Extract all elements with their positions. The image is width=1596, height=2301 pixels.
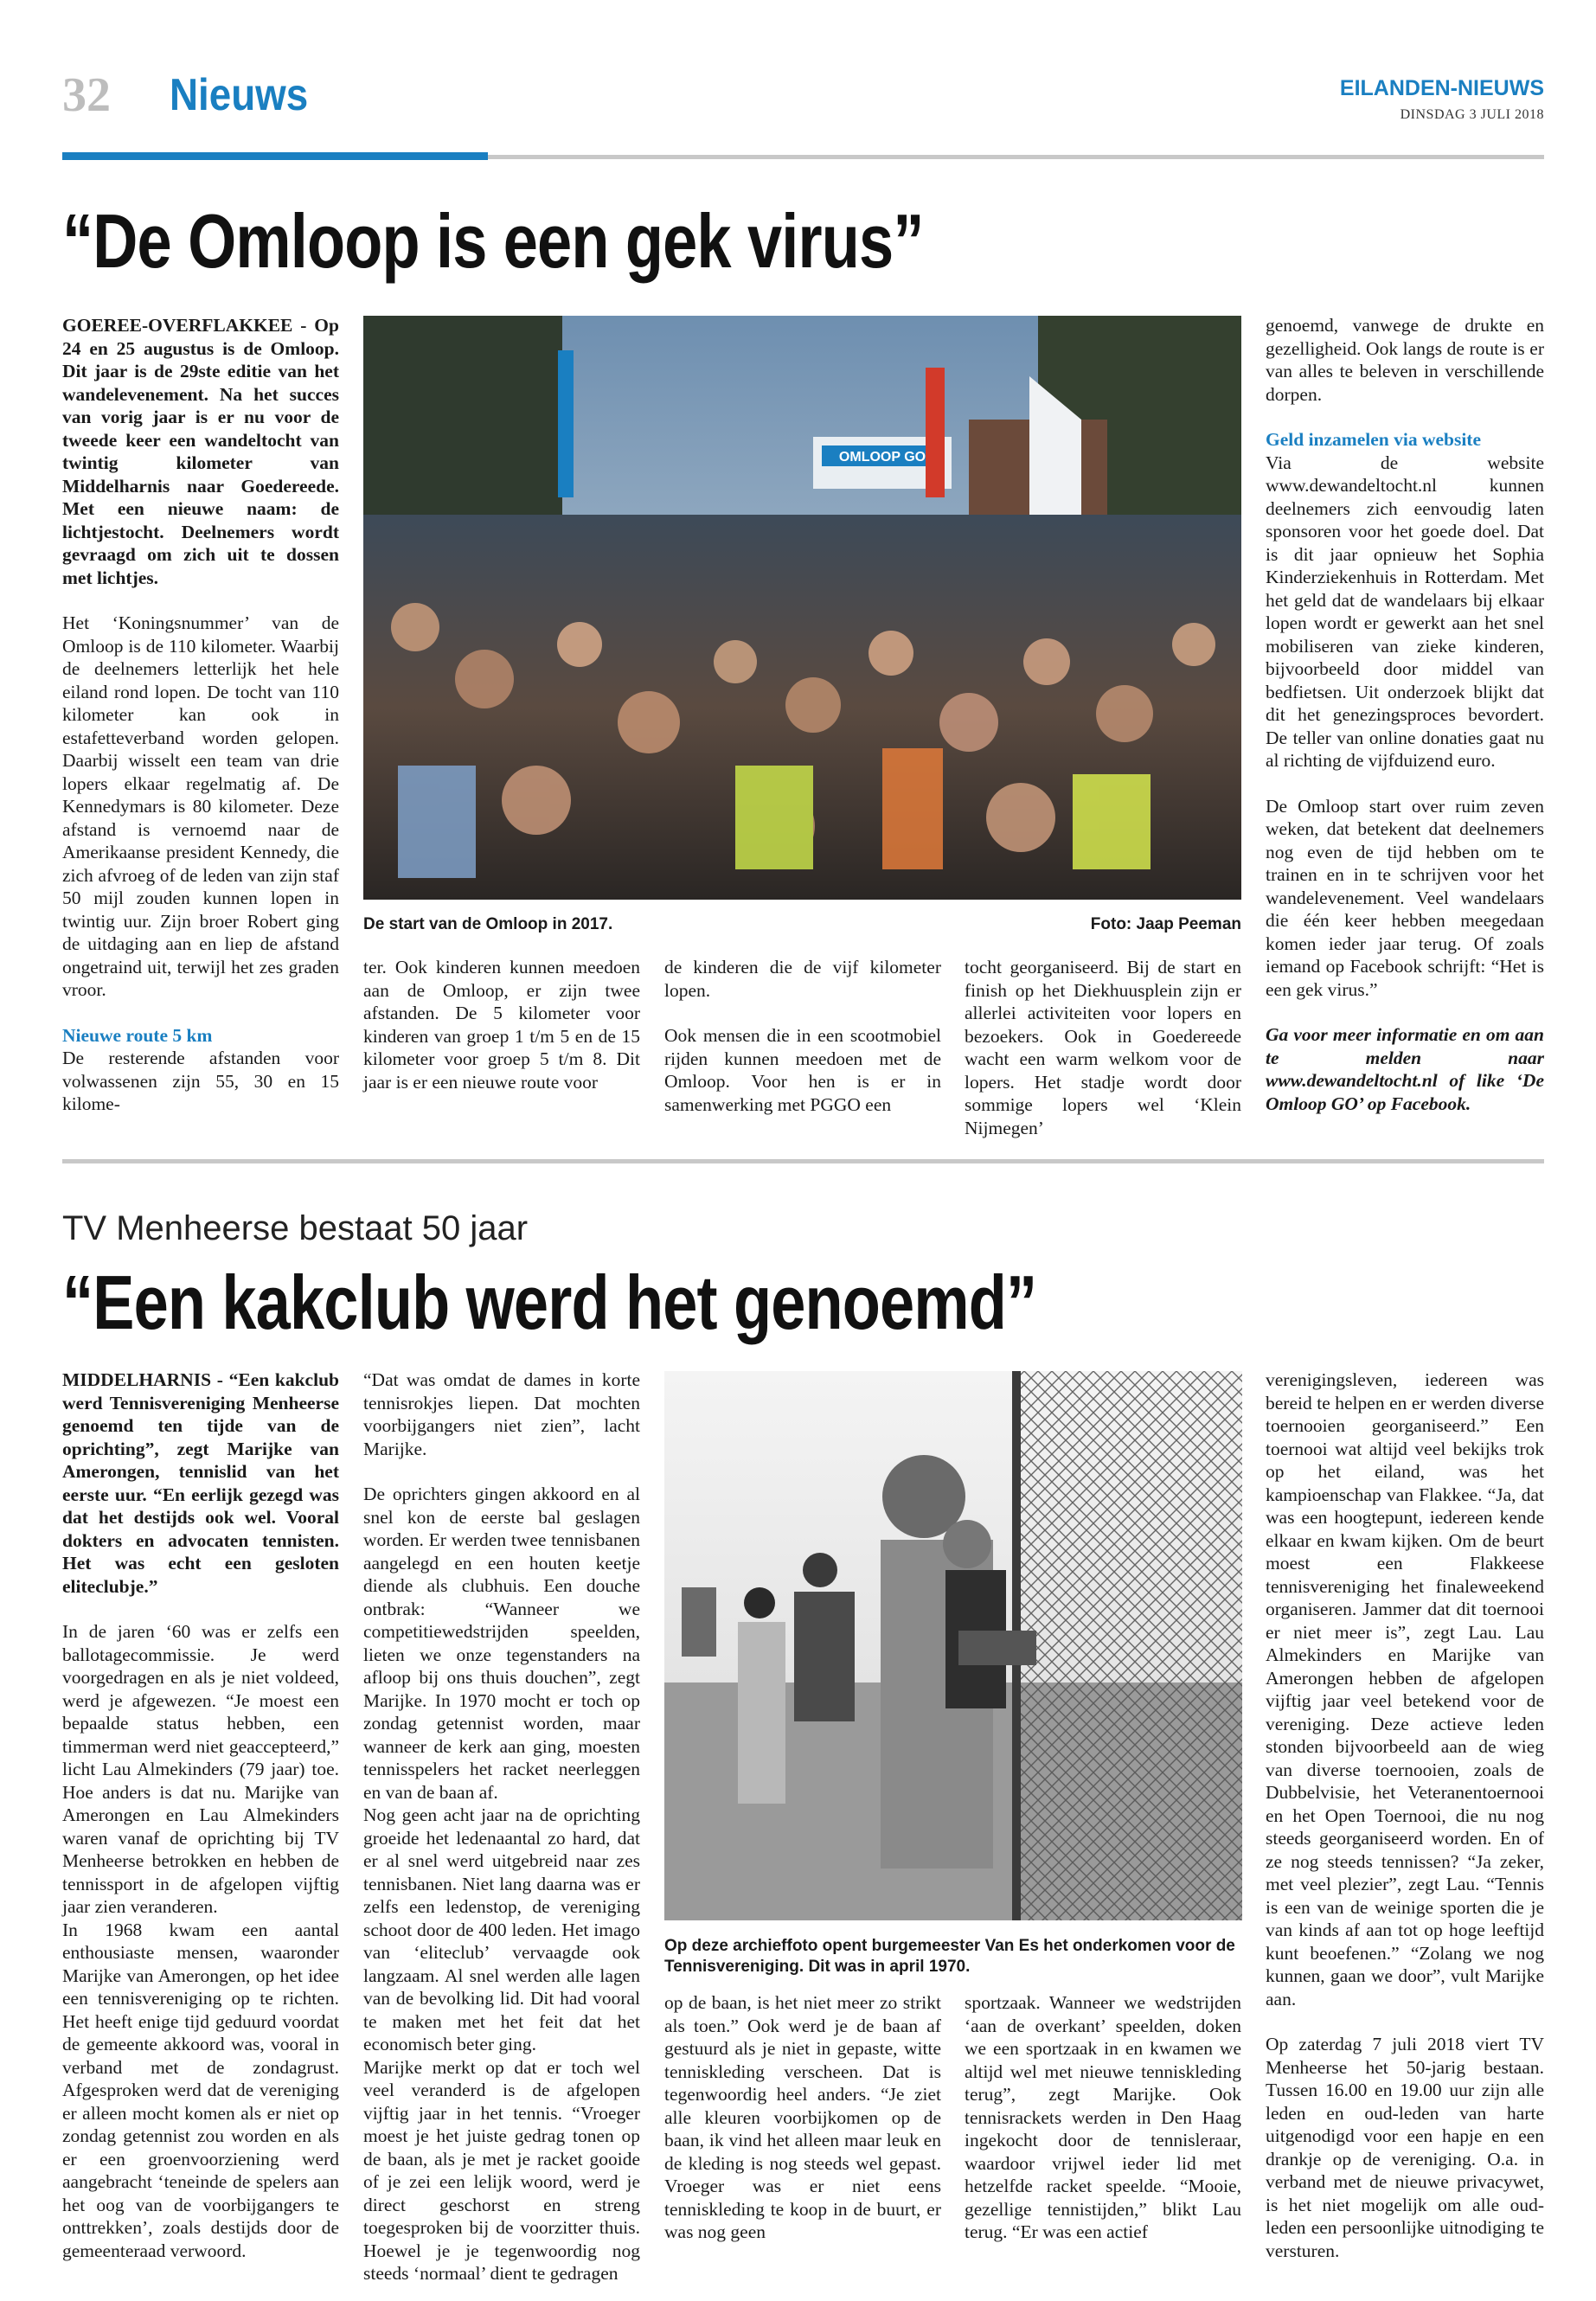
article2-paragraph: In 1968 kwam een aantal enthousiaste mensen, waaronder Marijke van Amerongen, op het idee een tennisvereniging op te richten. Het heeft enige tijd geduurd voordat de gemeente akkoord was, vooral in verband met de zondagrust. Afgesproken werd dat de vereniging er alleen mocht komen als er niet op zondag getennist zou worden en als er een groenvoorziening werd aangebracht ‘teneinde de spelers aan het oog van de voorbijgangers te onttrekken’, zoals destijds door de gemeenteraad verwoord. [62, 1919, 339, 2261]
article1-column-5 [1266, 314, 1544, 1115]
article1-headline: “De Omloop is een gek virus” [62, 198, 924, 284]
article1-paragraph: De resterende afstanden voor volwassenen zijn 55, 30 en 15 kilome- [62, 1048, 339, 1114]
article1-lead: GOEREE-OVERFLAKKEE - Op 24 en 25 augustus is de Omloop. Dit jaar is de 29ste editie van het wandelevenement. Na het succes van vorig jaar is er nu voor de tweede keer een wandeltocht van twintig kilometer van Middelharnis naar Goedereede. Met een nieuwe naam: de lichtjestocht. Deelnemers wordt gevraagd om zich uit te dossen met lichtjes. [62, 315, 339, 588]
article1-info-link: Ga voor meer informatie en om aan te melden naar www.dewandeltocht.nl of like ‘De Omloop GO’ op Facebook. [1266, 1024, 1544, 1114]
article2-column-3: op de baan, is het niet meer zo strikt als toen.” Ook werd je de baan af gestuurd als je niet in gepaste, witte tenniskleding verscheen. Dat is tegenwoordig heel anders. “Je ziet alle kleuren voorbijkomen op de baan, ik vind het alleen maar leuk en de kleding is nog steeds wel gepast. Vroeger was er niet eens tenniskleding te koop in de buurt, er was nog geen [664, 1992, 941, 2242]
article1-paragraph: Via de website www.dewandeltocht.nl kunnen deelnemers zich eenvoudig laten sponsoren voor het goede doel. Dat is dit jaar opnieuw het Sophia Kinderziekenhuis in Rotterdam. Met het geld dat de wandelaars bij elkaar lopen wordt er gewerkt aan het snel mobiliseren van zieke kinderen, bijvoorbeeld door middel van bedfietsen. Uit onderzoek blijkt dat dit het genezingsproces bevordert. De teller van online donaties gaat nu al richting de vijfduizend euro. [1266, 452, 1544, 771]
article2-column-1 [62, 1368, 339, 2262]
photo1-caption: De start van de Omloop in 2017. [363, 915, 613, 933]
omloop-start-photo [363, 316, 1241, 900]
article2-column-5 [1266, 1368, 1544, 2262]
section-title: Nieuws [170, 70, 309, 120]
article1-paragraph: de kinderen die de vijf kilometer lopen. [664, 957, 941, 1001]
banner-text: OMLOOP GO [838, 450, 926, 465]
article1-paragraph: Ook mensen die in een scootmobiel rijden kunnen meedoen met de Omloop. Voor hen is er in samenwerking met PGGO een [664, 1025, 941, 1115]
article2-paragraph: In de jaren ‘60 was er zelfs een ballotagecommissie. Je werd voorgedragen en als je niet voldeed, werd je afgewezen. “Je moest een bepaalde status hebben, een timmerman werd niet geaccepteerd,” licht Lau Almekinders (79 jaar) toe. Hoe anders is dat nu. Marijke van Amerongen en Lau Almekinders waren vanaf de oprichting bij TV Menheerse betrokken en hebben de tennissport in de afgelopen vijftig jaar zien veranderen. [62, 1621, 339, 1917]
article2-headline: “Een kakclub werd het genoemd” [62, 1259, 1037, 1345]
article2-kicker: TV Menheerse bestaat 50 jaar [62, 1209, 529, 1247]
article1-paragraph: Het ‘Koningsnummer’ van de Omloop is de 110 kilometer. Waarbij de deelnemers letterlijk het hele eiland rond lopen. De tocht van 110 kilometer kan ook in estafetteverband worden gelopen. Daarbij wisselt een team van drie lopers elkaar regelmatig af. De Kennedymars is 80 kilometer. Deze afstand is vernoemd naar de Amerikaanse president Kennedy, die zich afvroeg of de leden van zijn staf 50 mijl zouden kunnen lopen in twintig uur. Zijn broer Robert ging de uitdaging aan en liep de afstand ongetraind uit, terwijl het zes graden vroor. [62, 612, 339, 1000]
issue-date: DINSDAG 3 JULI 2018 [1400, 107, 1544, 122]
article2-column-2 [363, 1368, 640, 2285]
photo1-credit: Foto: Jaap Peeman [1090, 915, 1241, 933]
archive-tennis-photo [664, 1371, 1242, 1920]
article1-column-1 [62, 314, 339, 1116]
article2-column-4: sportzaak. Wanneer we wedstrijden ‘aan de overkant’ speelden, doken we een sportzaak in en kwamen we altijd wel met nieuwe tenniskleding terug”, zegt Marijke. Ook tennisrackets werden in Den Haag ingekocht door de tennisleraar, waardoor vrijwel ieder lid met hetzelfde racket speelde. “Mooie, gezellige tennistijden,” blikt Lau terug. “Er was een actief [965, 1992, 1241, 2242]
article1-column-2: ter. Ook kinderen kunnen meedoen aan de Omloop, er zijn twee afstanden. De 5 kilometer voor kinderen van groep 1 t/m 5 en de 15 kilometer voor groep 5 t/m 8. Dit jaar is er een nieuwe route voor [363, 957, 640, 1093]
newspaper-logo: EILANDEN-NIEUWS [1339, 76, 1544, 100]
article1-column-4: tocht georganiseerd. Bij de start en finish op het Diekhuusplein zijn er allerlei activiteiten voor lopers en bezoekers. Ook in Goedereede wacht een warm welkom voor de lopers. Het stadje wordt door sommige lopers wel ‘Klein Nijmegen’ [965, 957, 1241, 1138]
article2-paragraph: De oprichters gingen akkoord en al snel kon de eerste bal geslagen worden. Er werden twee tennisbanen aangelegd en een houten keetje diende als clubhuis. Een douche ontbrak: “Wanneer we competitiewedstrijden speelden, lieten we onze tegenstanders na afloop bij ons thuis douchen”, zegt Marijke. In 1970 mocht er toch op zondag getennist worden, maar wanneer de kerk aan ging, moesten tennisspelers het racket neerleggen en van de baan af. [363, 1484, 640, 1803]
article2-paragraph: verenigingsleven, iedereen was bereid te helpen en er werden diverse toernooien georganiseerd.” Een toernooi wat altijd veel bekijks trok op het eiland, was het kampioenschap van Flakkee. “Ja, dat was een hoogtepunt, iedereen kende elkaar en kwam kijken. Om de beurt moest een Flakkeese tennisvereniging het finaleweekend organiseren. Jammer dat dit toernooi er niet meer is”, zegt Lau. Lau Almekinders en Marijke van Amerongen hebben de afgelopen vijftig jaar veel betekend voor de vereniging. Deze actieve leden stonden bijvoorbeeld aan de wieg van diverse toernooien, zoals de Dubbelvisie, het Veteranentoernooi en het Open Toernooi, die nu nog steeds georganiseerd worden. En of ze nog steeds tennissen? “Ja zeker, met veel plezier”, zegt Lau. “Tennis is een van de weinige sporten die je van kinds af aan tot op hoge leeftijd kunt beoefenen.” “Zolang we nog kunnen, gaan we door”, vult Marijke aan. [1266, 1369, 1544, 2009]
article2-paragraph: Marijke merkt op dat er toch wel veel veranderd is de afgelopen vijftig jaar in het tennis. “Vroeger moest je het juiste gedrag tonen op de baan, als je met je racket gooide of je zei een lelijk woord, werd je direct geschorst en streng toegesproken bij de voorzitter thuis. Hoewel je je tegenwoordig nog steeds ‘normaal’ dient te gedragen [363, 2056, 640, 2284]
header-accent-bar [62, 152, 488, 160]
article2-paragraph: Nog geen acht jaar na de oprichting groeide het ledenaantal zo hard, dat er al snel werd uitgebreid naar zes tennisbanen. Niet lang daarna was er zelfs een ledenstop, de vereniging schoot door de 400 leden. Het imago van ‘eliteclub’ vervaagde ook langzaam. Al snel werden alle lagen van de bevolking lid. Dit had vooral te maken met het feit dat het economisch beter ging. [363, 1804, 640, 2054]
page-number: 32 [62, 68, 111, 122]
article2-paragraph: Op zaterdag 7 juli 2018 viert TV Menheerse het 50-jarig bestaan. Tussen 16.00 en 19.00 uur zijn alle leden en oud-leden van harte uitgenodigd voor een hapje en een drankje op de vereniging. O.a. in verband met de nieuwe privacywet, is het niet mogelijk om alle oud-leden een persoonlijke uitnodiging te versturen. [1266, 2034, 1544, 2261]
header-rule [488, 155, 1544, 159]
article1-column-3 [664, 956, 941, 1116]
article1-subhead-website: Geld inzamelen via website [1266, 429, 1482, 450]
article1-subhead-route: Nieuwe route 5 km [62, 1024, 213, 1046]
article2-lead: MIDDELHARNIS - “Een kakclub werd Tennisvereniging Menheerse genoemd ten tijde van de oprichting”, zegt Marijke van Amerongen, tennislid van het eerste uur. “En eerlijk gezegd was dat het destijds ook wel. Vooral dokters en advocaten tennisten. Het was echt een gesloten eliteclubje.” [62, 1369, 339, 1597]
article1-paragraph: De Omloop start over ruim zeven weken, dat betekent dat deelnemers nog even de tijd hebben om te trainen en in te schrijven voor het wandelevenement. Veel wandelaars die één keer hebben meegedaan komen ieder jaar terug. Of zoals iemand op Facebook schrijft: “Het is een gek virus.” [1266, 795, 1544, 1000]
article2-paragraph: “Dat was omdat de dames in korte tennisrokjes liepen. Dat mochten voorbijgangers niet zien”, lacht Marijke. [363, 1369, 640, 1459]
photo2-caption: Op deze archieffoto opent burgemeester Van Es het onderkomen voor de Tennisvereniging. Dit was in april 1970. [664, 1937, 1235, 1976]
article-divider [62, 1159, 1544, 1163]
article1-paragraph: genoemd, vanwege de drukte en gezelligheid. Ook langs de route is er van alles te beleven in verschillende dorpen. [1266, 315, 1544, 405]
